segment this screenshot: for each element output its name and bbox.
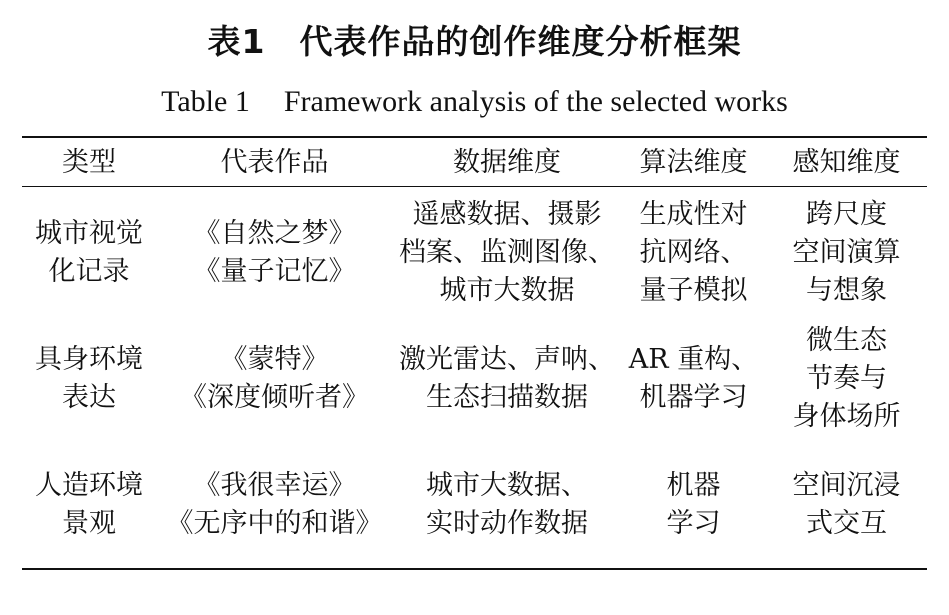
header-works: 代表作品 [220, 147, 329, 178]
table-title-cn [0, 22, 949, 62]
cell-algorithm-dimension: 机器 学习 [666, 470, 721, 539]
table-row [22, 190, 927, 316]
table-title-en [0, 82, 949, 122]
cell-works: 《自然之梦》 《量子记忆》 [193, 218, 356, 287]
cell-type: 人造环境 景观 [35, 470, 143, 539]
table-body [22, 190, 927, 568]
table-row [22, 316, 927, 442]
header-algorithm-dimension: 算法维度 [639, 147, 748, 178]
table-header-rule [22, 186, 927, 187]
cell-type: 城市视觉 化记录 [35, 218, 143, 287]
cell-works: 《我很幸运》 《无序中的和谐》 [166, 470, 383, 539]
cell-works: 《蒙特》 《深度倾听者》 [180, 344, 369, 413]
table-label-en: Table 1 [161, 85, 250, 118]
header-data-dimension: 数据维度 [453, 147, 561, 178]
cell-data-dimension: 激光雷达、声呐、 生态扫描数据 [399, 344, 615, 413]
header-perception-dimension: 感知维度 [792, 147, 901, 178]
table-row [22, 442, 927, 568]
cell-perception-dimension: 微生态 节奏与 身体场所 [792, 325, 901, 432]
table-label-cn: 表1 [207, 22, 266, 61]
table-top-rule [22, 136, 927, 138]
cell-perception-dimension: 跨尺度 空间演算 与想象 [792, 199, 901, 306]
table-title-text-en: Framework analysis of the selected works [283, 85, 788, 118]
cell-perception-dimension: 空间沉浸 式交互 [792, 470, 901, 539]
table-bottom-rule [22, 568, 927, 570]
header-type: 类型 [62, 147, 116, 178]
cell-data-dimension: 遥感数据、摄影 档案、监测图像、 城市大数据 [399, 199, 615, 306]
table-title-text-cn: 代表作品的创作维度分析框架 [299, 22, 742, 61]
table-header [22, 140, 927, 186]
cell-type: 具身环境 表达 [35, 344, 143, 413]
cell-algorithm-dimension: AR 重构、 机器学习 [628, 344, 759, 413]
header-row [22, 140, 927, 186]
cell-data-dimension: 城市大数据、 实时动作数据 [426, 470, 588, 539]
cell-algorithm-dimension: 生成性对 抗网络、 量子模拟 [639, 199, 748, 306]
